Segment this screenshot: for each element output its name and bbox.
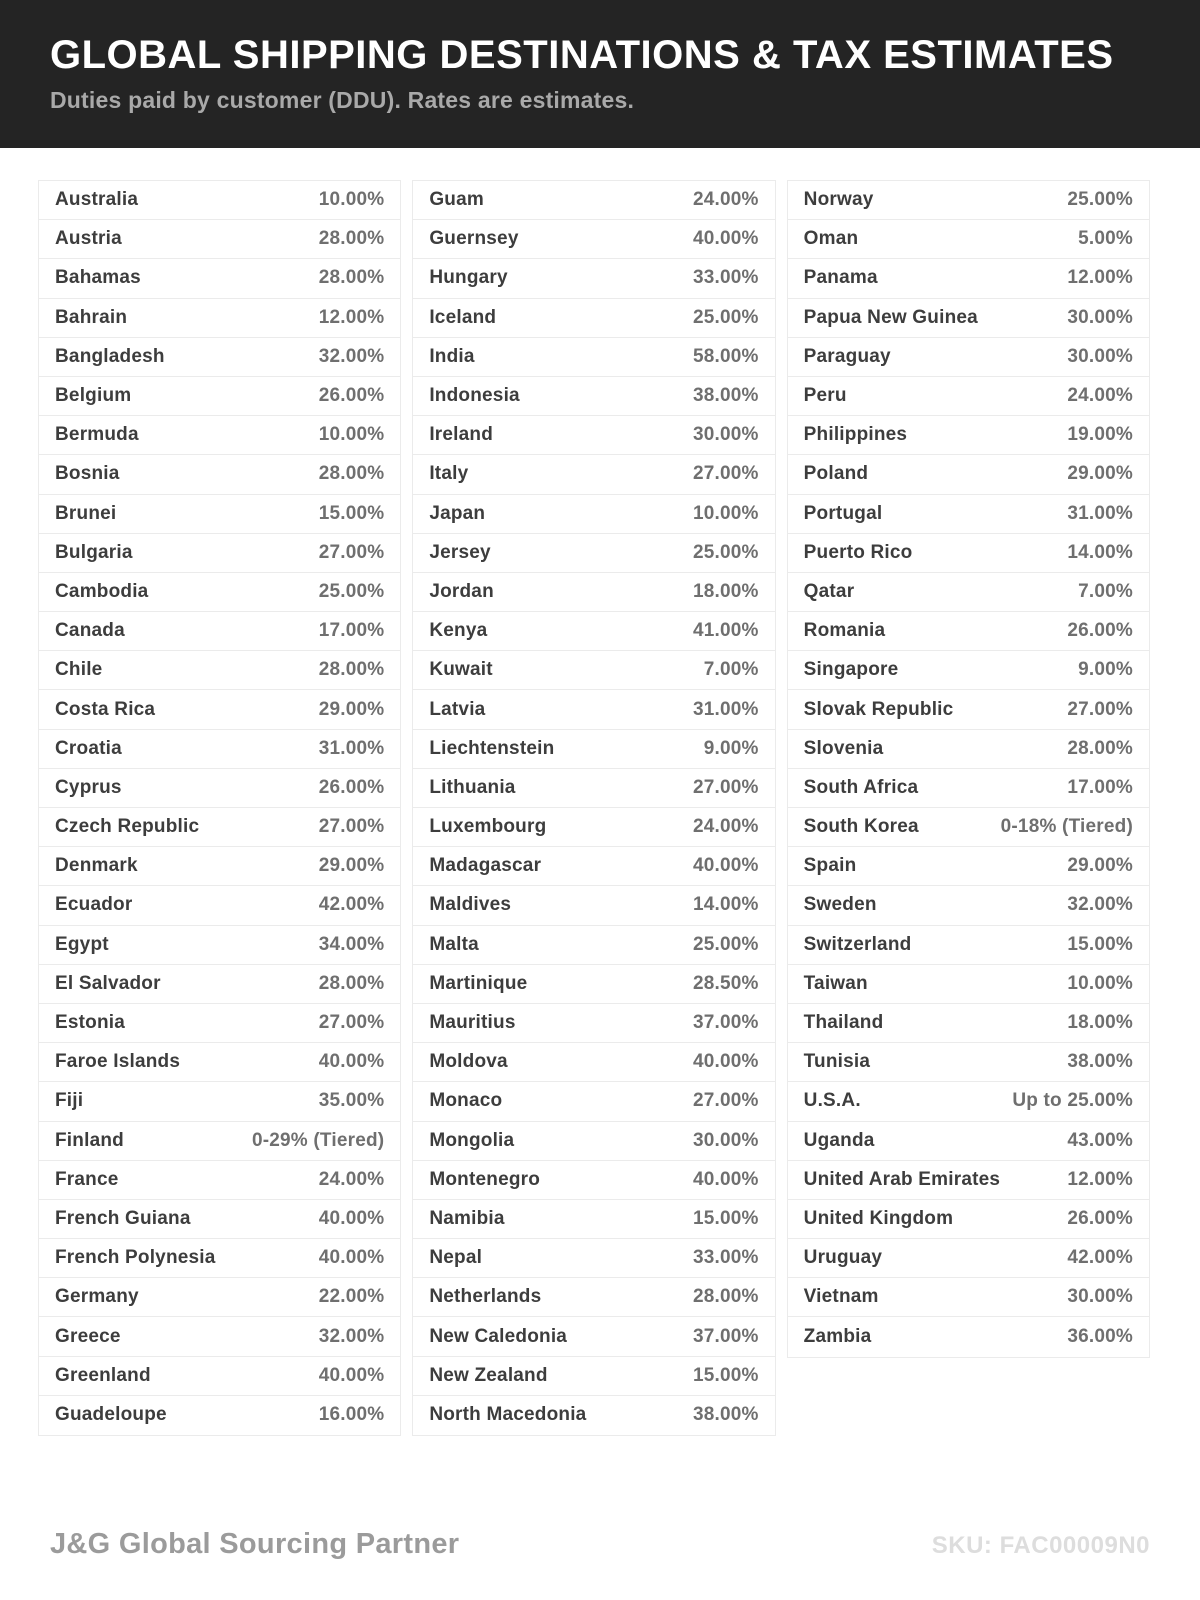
table-row [39, 455, 400, 494]
country-name: Czech Republic [55, 816, 200, 838]
tax-rate: 27.00% [318, 816, 385, 838]
tax-rate: 30.00% [1067, 306, 1133, 328]
country-name: Lithuania [429, 776, 516, 798]
tax-rate: 7.00% [1078, 580, 1133, 602]
tax-rate: 33.00% [693, 267, 759, 289]
table-row [413, 338, 774, 377]
country-name: France [55, 1168, 119, 1190]
rate-column-2 [412, 180, 775, 1436]
country-name: Germany [55, 1286, 139, 1308]
country-name: Kenya [429, 620, 488, 642]
tax-rate: 30.00% [1067, 1286, 1133, 1308]
tax-rate: 30.00% [693, 1129, 759, 1151]
tax-rate: 22.00% [318, 1286, 385, 1308]
table-row [39, 1200, 400, 1239]
tax-rate: 24.00% [693, 816, 759, 838]
tax-rate: 32.00% [318, 1325, 385, 1347]
tax-rate: 12.00% [1067, 1168, 1133, 1190]
country-name: Mauritius [429, 1012, 516, 1034]
country-name: El Salvador [55, 972, 161, 994]
country-name: Denmark [55, 855, 138, 877]
country-name: Qatar [803, 580, 855, 602]
country-name: Namibia [429, 1207, 505, 1229]
country-name: Tunisia [803, 1051, 871, 1073]
table-row [788, 534, 1149, 573]
tax-rate: 27.00% [693, 776, 759, 798]
table-row [788, 1239, 1149, 1278]
table-row [413, 1357, 774, 1396]
country-name: Bahamas [55, 267, 141, 289]
country-name: Chile [55, 659, 103, 681]
country-name: U.S.A. [803, 1090, 861, 1112]
country-name: Spain [803, 855, 857, 877]
table-row [788, 1082, 1149, 1121]
tax-rate: 42.00% [318, 894, 385, 916]
table-row [788, 690, 1149, 729]
country-name: South Korea [803, 816, 919, 838]
table-row [39, 847, 400, 886]
country-name: Japan [429, 502, 486, 524]
table-row [788, 1004, 1149, 1043]
tax-rate: 29.00% [318, 698, 385, 720]
tax-rate: 38.00% [693, 385, 759, 407]
table-row [39, 808, 400, 847]
tax-rate: 25.00% [693, 541, 759, 563]
table-row [413, 730, 774, 769]
tax-rate-table [38, 180, 1150, 1436]
tax-rate: 10.00% [693, 502, 759, 524]
country-name: Portugal [803, 502, 883, 524]
tax-rate: 16.00% [318, 1404, 385, 1426]
country-name: Fiji [55, 1090, 84, 1112]
country-name: Maldives [429, 894, 512, 916]
tax-rate: 0-18% (Tiered) [1000, 816, 1133, 838]
country-name: New Zealand [429, 1364, 548, 1386]
table-row [39, 1043, 400, 1082]
tax-rate: 27.00% [693, 1090, 759, 1112]
table-row [788, 495, 1149, 534]
country-name: Slovak Republic [803, 698, 954, 720]
tax-rate: 28.50% [693, 972, 759, 994]
table-row [788, 220, 1149, 259]
country-name: Hungary [429, 267, 508, 289]
table-row [413, 847, 774, 886]
tax-rate: 15.00% [318, 502, 385, 524]
table-row [39, 534, 400, 573]
tax-rate: 28.00% [318, 659, 385, 681]
table-row [413, 377, 774, 416]
table-row [413, 534, 774, 573]
table-row [39, 1122, 400, 1161]
table-row [788, 455, 1149, 494]
country-name: Romania [803, 620, 886, 642]
table-row [413, 299, 774, 338]
tax-rate: 32.00% [1067, 894, 1133, 916]
table-row [39, 730, 400, 769]
country-name: United Kingdom [803, 1207, 954, 1229]
country-name: Uruguay [803, 1247, 883, 1269]
tax-rate: 40.00% [693, 228, 759, 250]
tax-rate: 38.00% [1067, 1051, 1133, 1073]
tax-rate: 37.00% [693, 1012, 759, 1034]
table-row [413, 1200, 774, 1239]
tax-rate: 31.00% [693, 698, 759, 720]
tax-rate: 14.00% [1067, 541, 1133, 563]
country-name: French Guiana [55, 1207, 191, 1229]
tax-rate: 36.00% [1067, 1326, 1133, 1348]
table-row [413, 965, 774, 1004]
country-name: Sweden [803, 894, 877, 916]
table-row [39, 1239, 400, 1278]
table-row [788, 1161, 1149, 1200]
table-row [788, 808, 1149, 847]
table-row [413, 181, 774, 220]
table-row [788, 181, 1149, 220]
country-name: Italy [429, 463, 469, 485]
tax-rate: 40.00% [693, 855, 759, 877]
table-row [39, 926, 400, 965]
country-name: Greenland [55, 1364, 151, 1386]
table-row [413, 926, 774, 965]
country-name: Estonia [55, 1012, 126, 1034]
country-name: Philippines [803, 424, 908, 446]
country-name: Uganda [803, 1129, 875, 1151]
tax-rate: 19.00% [1067, 424, 1133, 446]
tax-rate: 15.00% [1067, 933, 1133, 955]
country-name: Austria [55, 228, 122, 250]
country-name: Faroe Islands [55, 1051, 181, 1073]
country-name: Mongolia [429, 1129, 515, 1151]
tax-rate: 29.00% [1067, 463, 1133, 485]
tax-rate: 10.00% [318, 189, 385, 211]
country-name: Guadeloupe [55, 1404, 167, 1426]
table-row [413, 1004, 774, 1043]
country-name: Peru [803, 385, 847, 407]
table-row [413, 612, 774, 651]
country-name: Vietnam [803, 1286, 879, 1308]
table-row [413, 259, 774, 298]
country-name: Bermuda [55, 424, 139, 446]
country-name: Kuwait [429, 659, 493, 681]
page-title: GLOBAL SHIPPING DESTINATIONS & TAX ESTIMATES [50, 33, 1114, 77]
tax-rate: 12.00% [1067, 267, 1133, 289]
tax-rate: 27.00% [693, 463, 759, 485]
tax-rate: 28.00% [318, 972, 385, 994]
country-name: Liechtenstein [429, 737, 555, 759]
tax-rate: 38.00% [693, 1404, 759, 1426]
table-row [788, 338, 1149, 377]
table-row [788, 965, 1149, 1004]
tax-rate: 28.00% [1067, 737, 1133, 759]
tax-rate: 0-29% (Tiered) [251, 1129, 385, 1151]
country-name: Puerto Rico [803, 541, 913, 563]
country-name: Singapore [803, 659, 899, 681]
table-row [788, 651, 1149, 690]
table-row [413, 495, 774, 534]
country-name: Bosnia [55, 463, 120, 485]
table-row [413, 690, 774, 729]
tax-rate: 15.00% [693, 1364, 759, 1386]
country-name: Switzerland [803, 933, 912, 955]
country-name: New Caledonia [429, 1325, 568, 1347]
country-name: Poland [803, 463, 869, 485]
tax-rate: 24.00% [1067, 385, 1133, 407]
table-row [39, 1278, 400, 1317]
table-row [413, 1239, 774, 1278]
table-row [788, 926, 1149, 965]
tax-rate: 25.00% [693, 933, 759, 955]
table-row [39, 299, 400, 338]
tax-rate: 37.00% [693, 1325, 759, 1347]
table-row [39, 965, 400, 1004]
tax-rate: 40.00% [693, 1168, 759, 1190]
country-name: Latvia [429, 698, 486, 720]
tax-rate: 33.00% [693, 1247, 759, 1269]
table-row [413, 1396, 774, 1435]
tax-rate: 28.00% [318, 267, 385, 289]
tax-rate: 27.00% [318, 1012, 385, 1034]
tax-rate: 18.00% [1067, 1012, 1133, 1034]
table-row [39, 612, 400, 651]
table-row [39, 181, 400, 220]
rate-column-1 [38, 180, 401, 1436]
page-header [0, 0, 1200, 148]
table-row [788, 886, 1149, 925]
tax-rate: 9.00% [1078, 659, 1133, 681]
country-name: Ecuador [55, 894, 133, 916]
table-row [788, 1122, 1149, 1161]
country-name: Belgium [55, 385, 132, 407]
country-name: United Arab Emirates [803, 1168, 1001, 1190]
table-row [39, 377, 400, 416]
page-subtitle: Duties paid by customer (DDU). Rates are estimates. [50, 87, 635, 113]
tax-rate: 17.00% [1067, 776, 1133, 798]
country-name: Bulgaria [55, 541, 133, 563]
sku-label: SKU: FAC00009N0 [931, 1532, 1150, 1559]
country-name: Greece [55, 1325, 121, 1347]
country-name: Norway [803, 189, 874, 211]
country-name: Madagascar [429, 855, 542, 877]
country-name: Jordan [429, 580, 494, 602]
country-name: Australia [55, 189, 139, 211]
country-name: Martinique [429, 972, 528, 994]
country-name: Brunei [55, 502, 117, 524]
table-row [788, 1043, 1149, 1082]
table-row [788, 573, 1149, 612]
tax-rate: 40.00% [318, 1207, 385, 1229]
country-name: Cyprus [55, 776, 122, 798]
table-row [788, 612, 1149, 651]
tax-rate: 28.00% [318, 228, 385, 250]
tax-rate: 25.00% [1067, 189, 1133, 211]
tax-rate: 28.00% [693, 1286, 759, 1308]
table-row [788, 259, 1149, 298]
tax-rate: 12.00% [318, 306, 385, 328]
table-row [413, 886, 774, 925]
country-name: Oman [803, 228, 859, 250]
country-name: South Africa [803, 776, 919, 798]
tax-rate: 40.00% [318, 1051, 385, 1073]
country-name: Montenegro [429, 1168, 541, 1190]
country-name: Guernsey [429, 228, 519, 250]
table-row [788, 1278, 1149, 1317]
country-name: Bangladesh [55, 345, 165, 367]
tax-rate: 26.00% [1067, 620, 1133, 642]
brand-name: J&G Global Sourcing Partner [50, 1528, 460, 1560]
tax-rate: 40.00% [318, 1247, 385, 1269]
tax-rate: 28.00% [318, 463, 385, 485]
tax-rate: 25.00% [693, 306, 759, 328]
country-name: India [429, 345, 475, 367]
table-row [788, 769, 1149, 808]
table-row [39, 690, 400, 729]
country-name: Zambia [803, 1326, 872, 1348]
table-row [413, 1278, 774, 1317]
rate-column-3 [787, 180, 1150, 1358]
table-row [413, 416, 774, 455]
table-row [39, 416, 400, 455]
country-name: Nepal [429, 1247, 483, 1269]
tax-rate: 43.00% [1067, 1129, 1133, 1151]
table-row [413, 1043, 774, 1082]
table-row [39, 1357, 400, 1396]
tax-rate: 34.00% [318, 933, 385, 955]
country-name: Panama [803, 267, 878, 289]
country-name: Malta [429, 933, 479, 955]
country-name: Monaco [429, 1090, 503, 1112]
tax-rate: 40.00% [318, 1364, 385, 1386]
tax-rate: 58.00% [693, 345, 759, 367]
tax-rate: 9.00% [703, 737, 759, 759]
table-row [413, 1082, 774, 1121]
tax-rate: 31.00% [318, 737, 385, 759]
table-row [39, 573, 400, 612]
table-row [413, 1122, 774, 1161]
table-row [413, 220, 774, 259]
table-row [413, 1161, 774, 1200]
tax-rate: 24.00% [693, 189, 759, 211]
country-name: Ireland [429, 424, 494, 446]
table-row [39, 1082, 400, 1121]
table-row [788, 730, 1149, 769]
country-name: Moldova [429, 1051, 508, 1073]
country-name: Bahrain [55, 306, 128, 328]
tax-rate: 29.00% [318, 855, 385, 877]
country-name: Jersey [429, 541, 491, 563]
table-row [788, 416, 1149, 455]
tax-rate: 24.00% [318, 1168, 385, 1190]
country-name: Iceland [429, 306, 497, 328]
table-row [39, 1004, 400, 1043]
tax-rate: 32.00% [318, 345, 385, 367]
tax-rate: 14.00% [693, 894, 759, 916]
table-row [413, 573, 774, 612]
tax-rate: 26.00% [318, 385, 385, 407]
country-name: Croatia [55, 737, 122, 759]
tax-rate: 18.00% [693, 580, 759, 602]
table-row [39, 495, 400, 534]
tax-rate: 30.00% [693, 424, 759, 446]
country-name: Luxembourg [429, 816, 547, 838]
table-row [39, 1161, 400, 1200]
tax-rate: 17.00% [318, 620, 385, 642]
tax-rate: 25.00% [318, 580, 385, 602]
table-row [39, 220, 400, 259]
tax-rate: 10.00% [318, 424, 385, 446]
table-row [413, 455, 774, 494]
country-name: Taiwan [803, 972, 868, 994]
tax-rate: 27.00% [1067, 698, 1133, 720]
table-row [39, 1396, 400, 1435]
table-row [788, 299, 1149, 338]
table-row [788, 847, 1149, 886]
country-name: Finland [55, 1129, 124, 1151]
country-name: Papua New Guinea [803, 306, 978, 328]
table-row [39, 769, 400, 808]
page-footer [50, 1528, 1150, 1561]
table-row [413, 769, 774, 808]
table-row [39, 338, 400, 377]
country-name: Cambodia [55, 580, 149, 602]
country-name: Guam [429, 189, 484, 211]
tax-rate: 10.00% [1067, 972, 1133, 994]
tax-rate: 40.00% [693, 1051, 759, 1073]
table-row [788, 377, 1149, 416]
country-name: Indonesia [429, 385, 520, 407]
table-row [413, 1317, 774, 1356]
tax-rate: 27.00% [318, 541, 385, 563]
country-name: North Macedonia [429, 1404, 587, 1426]
tax-rate: 26.00% [1067, 1207, 1133, 1229]
tax-rate: 31.00% [1067, 502, 1133, 524]
tax-rate: 30.00% [1067, 345, 1133, 367]
tax-rate: 29.00% [1067, 855, 1133, 877]
country-name: Egypt [55, 933, 109, 955]
tax-rate: 5.00% [1078, 228, 1133, 250]
table-row [39, 651, 400, 690]
table-row [39, 259, 400, 298]
table-row [413, 651, 774, 690]
table-row [39, 1317, 400, 1356]
tax-rate: 42.00% [1067, 1247, 1133, 1269]
country-name: French Polynesia [55, 1247, 216, 1269]
tax-rate: Up to 25.00% [1012, 1090, 1133, 1112]
table-row [39, 886, 400, 925]
country-name: Canada [55, 620, 125, 642]
tax-rate: 35.00% [318, 1090, 385, 1112]
tax-rate: 7.00% [703, 659, 759, 681]
tax-rate: 26.00% [318, 776, 385, 798]
tax-rate: 15.00% [693, 1207, 759, 1229]
table-row [413, 808, 774, 847]
country-name: Paraguay [803, 345, 891, 367]
country-name: Thailand [803, 1012, 884, 1034]
country-name: Costa Rica [55, 698, 156, 720]
country-name: Netherlands [429, 1286, 542, 1308]
table-row [788, 1317, 1149, 1356]
tax-rate: 41.00% [693, 620, 759, 642]
country-name: Slovenia [803, 737, 884, 759]
table-row [788, 1200, 1149, 1239]
